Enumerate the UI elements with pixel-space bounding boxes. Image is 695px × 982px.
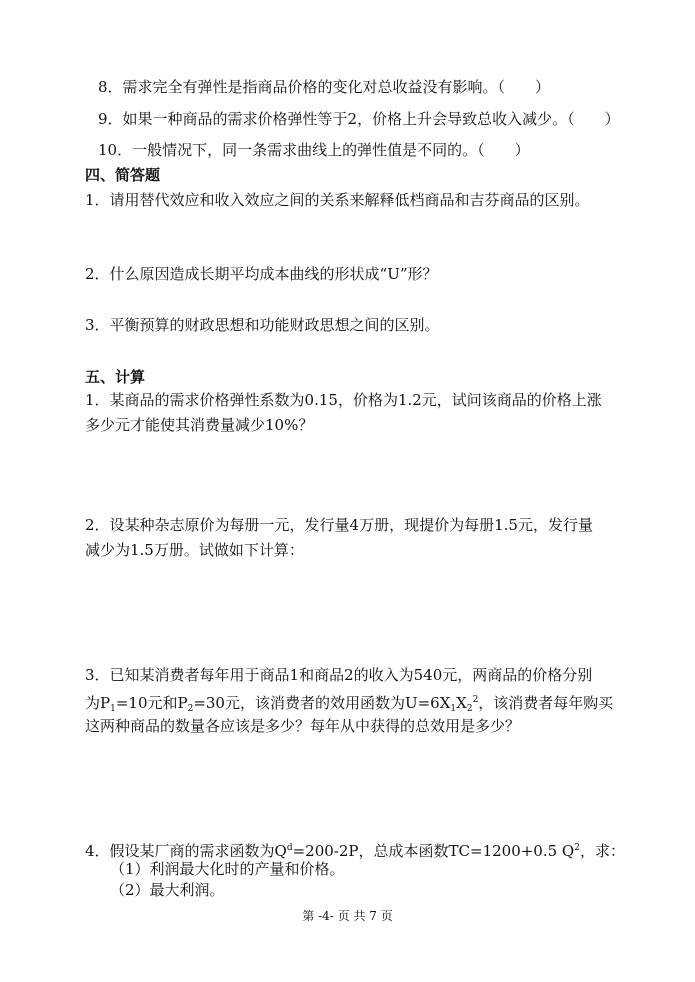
section-4-heading: 四、简答题 bbox=[85, 166, 161, 184]
section-5-question-4-sub-1: （1）利润最大化时的产量和价格。 bbox=[110, 860, 345, 878]
q3-subscript-p1: 1 bbox=[110, 704, 116, 714]
q4-superscript-2: 2 bbox=[574, 843, 580, 853]
section-5-question-2-line-2: 减少为1.5万册。试做如下计算： bbox=[85, 541, 304, 559]
q3-superscript-x2: 2 bbox=[472, 695, 479, 705]
q4-text-c: ，求： bbox=[579, 842, 625, 860]
section-4-question-1: 1．请用替代效应和收入效应之间的关系来解释低档商品和吉芬商品的区别。 bbox=[85, 191, 590, 209]
section-5-question-3-line-2 bbox=[85, 690, 613, 719]
q3-text-a: 为P bbox=[85, 694, 111, 712]
judgement-item-8: 8．需求完全有弹性是指商品价格的变化对总收益没有影响。（ ） bbox=[98, 78, 551, 96]
q4-text-a: 4．假设某厂商的需求函数为Q bbox=[85, 842, 287, 860]
q3-text-c: =30元，该消费者的效用函数为U=6X bbox=[193, 694, 451, 712]
judgement-item-10: 10．一般情况下，同一条需求曲线上的弹性值是不同的。（ ） bbox=[98, 141, 530, 159]
page-footer: 第 -4- 页 共 7 页 bbox=[302, 909, 393, 923]
q4-text-b: =200-2P，总成本函数TC=1200+0.5 Q bbox=[292, 842, 575, 860]
section-5-question-4-sub-2: （2）最大利润。 bbox=[110, 881, 225, 899]
section-5-question-3-line-3: 这两种商品的数量各应该是多少？每年从中获得的总效用是多少？ bbox=[85, 717, 521, 735]
section-5-question-4-line-1 bbox=[85, 838, 625, 861]
q3-subscript-p2: 2 bbox=[187, 704, 194, 714]
section-5-heading: 五、计算 bbox=[85, 368, 146, 386]
section-4-question-3: 3．平衡预算的财政思想和功能财政思想之间的区别。 bbox=[85, 316, 440, 334]
section-5-question-1-line-2: 多少元才能使其消费量减少10%？ bbox=[85, 416, 314, 434]
section-5-question-1-line-1: 1．某商品的需求价格弹性系数为0.15，价格为1.2元，试问该商品的价格上涨 bbox=[85, 391, 602, 409]
section-5-question-3-line-1: 3．已知某消费者每年用于商品1和商品2的收入为540元，两商品的价格分别 bbox=[85, 666, 593, 684]
q3-text-e: ，该消费者每年购买 bbox=[478, 694, 614, 712]
judgement-item-9: 9．如果一种商品的需求价格弹性等于2，价格上升会导致总收入减少。（ ） bbox=[98, 110, 620, 128]
q3-text-b: =10元和P bbox=[115, 694, 188, 712]
q3-text-d: X bbox=[456, 694, 467, 712]
section-5-question-2-line-1: 2．设某种杂志原价为每册一元，发行量4万册，现提价为每册1.5元，发行量 bbox=[85, 516, 593, 534]
q4-superscript-d: d bbox=[286, 843, 293, 853]
q3-subscript-x2: 2 bbox=[466, 704, 473, 714]
q3-subscript-x1: 1 bbox=[450, 704, 457, 714]
section-4-question-2: 2．什么原因造成长期平均成本曲线的形状成“U”形？ bbox=[85, 265, 438, 283]
